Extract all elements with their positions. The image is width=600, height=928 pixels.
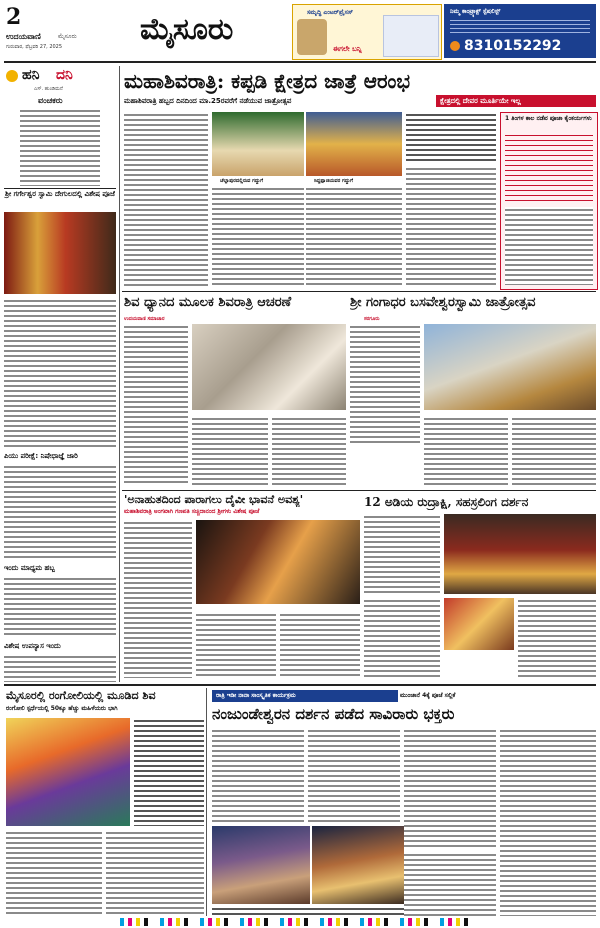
feature4-text (4, 654, 116, 682)
masthead-rule (4, 61, 596, 63)
top-col3-text (306, 186, 402, 288)
feature2-text (4, 464, 116, 560)
rule-3 (4, 684, 596, 686)
feature3-title: ಇಂದು ಮಾಧ್ಯಮ ಹಬ್ಬ (4, 564, 55, 572)
caption-2: ಸಿದ್ದಪ್ಪಾಜಿಯವರ ಗದ್ದುಗೆ (314, 178, 353, 184)
bottom-divider (206, 688, 207, 916)
page-number: 2 (6, 4, 22, 30)
story2-byline-left: ಉದಯವಾಣಿ ಸಮಾಚಾರ (124, 316, 165, 322)
brand-hani: ಹನಿ (22, 67, 40, 83)
story2-col4 (350, 324, 420, 446)
masthead (0, 0, 600, 64)
bottom-left-headline: ಮೈಸೂರಲ್ಲಿ ರಂಗೋಲಿಯಲ್ಲಿ ಮೂಡಿದ ಶಿವ (6, 689, 156, 702)
poem-title: ವಂಚಕರು (38, 96, 63, 105)
story3-col2 (196, 612, 276, 678)
story2-byline-right: ಸರಗೂರು (364, 316, 380, 322)
info-box (500, 112, 598, 290)
bottom-left-subhead: ರಂಗೋಲಿ ಸ್ಪರ್ಧೆಯಲ್ಲಿ 50ಕ್ಕೂ ಹೆಚ್ಚು ಮಹಿಳೆಯರು ಭಾಗಿ (6, 705, 118, 712)
issue-date: ಗುರುವಾರ, ಫೆಬ್ರವರಿ 27, 2025 (6, 44, 63, 50)
top-bullets (406, 112, 496, 162)
rangoli-photo (6, 718, 130, 826)
left-column (4, 66, 116, 682)
feature1-title: ಶ್ರೀ ಗರ್ಗೇಶ್ವರ ಸ್ವಾಮಿ ದೇಗುಲದಲ್ಲಿ ವಿಶೇಷ ಪೂಜೆ (4, 188, 116, 211)
crowd-photo-1 (212, 826, 310, 904)
bottom-col4 (500, 728, 596, 916)
story2-col3 (272, 416, 346, 486)
story2-col2 (192, 416, 268, 486)
story2-col1 (124, 324, 188, 486)
rule-1 (122, 291, 596, 292)
story3-subhead: ಮಹಾಶಿವರಾತ್ರಿ ಅಂಗವಾಗಿ ಗಣಪತಿ ಸಚ್ಚಿದಾನಂದ ಶ್ರೀಗಳು ವಿಶೇಷ ಪೂಜೆ (124, 508, 260, 515)
story3-headline: 'ಅನಾಹುತದಿಂದ ಪಾರಾಗಲು ದೈವೀ ಭಾವನೆ ಅವಶ್ಯ' (124, 493, 304, 506)
feature2-title: ಪಿಯು ಪರೀಕ್ಷೆ: ನಿಷೇಧಾಜ್ಞೆ ಜಾರಿ (4, 452, 78, 460)
story2-col6 (512, 416, 596, 488)
byline: ಎಸ್. ಹುಂಡಿಮನೆ (34, 86, 63, 92)
feature1-text (4, 298, 116, 448)
info-box-title: 1 ತಿಂಗಳ ಕಾಲ ನಡೆವ ಪೂಜಾ ಕೈಂಕರ್ಯಗಳು (505, 115, 592, 122)
lingam-photo (444, 598, 514, 650)
brand-dani: ದನಿ (56, 67, 73, 83)
left-column-divider (119, 66, 120, 682)
story2-col5 (424, 416, 508, 488)
pooja-photo (196, 520, 360, 604)
jatre-photo (424, 324, 596, 410)
honey-icon (6, 70, 18, 82)
rudraksha-photo (444, 514, 596, 594)
paper-name: ಉದಯವಾಣಿ (6, 32, 41, 41)
shrine-photo-1 (212, 112, 304, 176)
story2-headline-left: ಶಿವ ಧ್ಯಾನದ ಮೂಲಕ ಶಿವರಾತ್ರಿ ಆಚರಣೆ (124, 295, 292, 310)
crowd-caption (212, 906, 404, 916)
story3-col1 (124, 520, 192, 678)
ad-figure (297, 19, 327, 55)
caption-1: ಚೆಲ್ಲಾಪುರದಲ್ಲಿರುವ ಗದ್ದುಗೆ (220, 178, 264, 184)
section-title: ಮೈಸೂರು (140, 12, 234, 47)
ad-right: ನಿಮ್ಮ ಕಾಂಟ್ರ್ಯಾಕ್ಟ್ ಸ್ಪೆಷಲಿಸ್ಟ್ 8310152292 (444, 4, 596, 58)
registration-marks (120, 918, 480, 926)
bottom-left-col2 (106, 830, 204, 916)
meditation-photo (192, 324, 346, 410)
story2-headline-right: ಶ್ರೀ ಗಂಗಾಧರ ಬಸವೇಶ್ವರಸ್ವಾಮಿ ಜಾತ್ರೋತ್ಸವ (350, 295, 536, 310)
story3-right-col1 (364, 514, 440, 594)
bottom-col5 (404, 852, 496, 916)
bottom-col3 (404, 728, 496, 848)
strip-right: ಮುಂಜಾನೆ 4ಕ್ಕೆ ಪೂಜೆ ಸಲ್ಲಿಕೆ (400, 692, 456, 699)
shrine-photo-2 (306, 112, 402, 176)
story3-right-col2 (364, 598, 440, 678)
poem-text (20, 108, 100, 186)
top-headline: ಮಹಾಶಿವರಾತ್ರಿ: ಕಪ್ಪಡಿ ಕ್ಷೇತ್ರದ ಜಾತ್ರೆ ಆರಂಭ (124, 69, 411, 93)
bottom-main-headline: ನಂಜುಂಡೇಶ್ವರನ ದರ್ಶನ ಪಡೆದ ಸಾವಿರಾರು ಭಕ್ತರು (212, 705, 455, 723)
story3-right-headline: 12 ಅಡಿಯ ರುದ್ರಾಕ್ಷಿ, ಸಹಸ್ರಲಿಂಗ ದರ್ಶನ (364, 495, 529, 509)
bottom-col1 (212, 728, 304, 822)
rule-2 (122, 490, 596, 491)
feature3-text (4, 576, 116, 638)
top-col2-text (212, 186, 304, 288)
phone-icon (450, 41, 460, 51)
edition-name: ಮೈಸೂರು (58, 33, 77, 40)
bottom-left-col1 (6, 830, 102, 916)
rangoli-caption (134, 718, 204, 826)
top-col4-text (406, 166, 496, 288)
ad-phone: 8310152292 (464, 38, 562, 54)
top-subhead-red: ಕ್ಷೇತ್ರದಲ್ಲಿ ದೇವರ ಮೂರ್ತಿಯೇ ಇಲ್ಲ (436, 95, 596, 107)
crowd-photo-2 (312, 826, 404, 904)
feature4-title: ವಿಶೇಷ ಉಪನ್ಯಾಸ ಇಂದು (4, 642, 61, 650)
ad-center: ಸಮೃದ್ಧಿ ಎಂಟರ್‌ಪ್ರೈಸಸ್ ಈಗಲೇ ಬನ್ನಿ (292, 4, 442, 60)
story3-col3 (280, 612, 360, 678)
bottom-col2 (308, 728, 400, 822)
top-col1-text (124, 112, 208, 288)
top-subhead: ಮಹಾಶಿವರಾತ್ರಿ ಹಬ್ಬದ ದಿನದಿಂದ ಮಾ.25ರವರೆಗೆ ನಡೆಯುವ ಜಾತ್ರೋತ್ಸವ (124, 97, 292, 105)
temple-photo (4, 212, 116, 294)
strip-left: ರಾತ್ರಿ ಇಡೀ ನಾನಾ ಸಾಂಸ್ಕೃತಿಕ ಕಾರ್ಯಕ್ರಮ (212, 690, 398, 702)
story3-right-col3 (518, 598, 596, 678)
